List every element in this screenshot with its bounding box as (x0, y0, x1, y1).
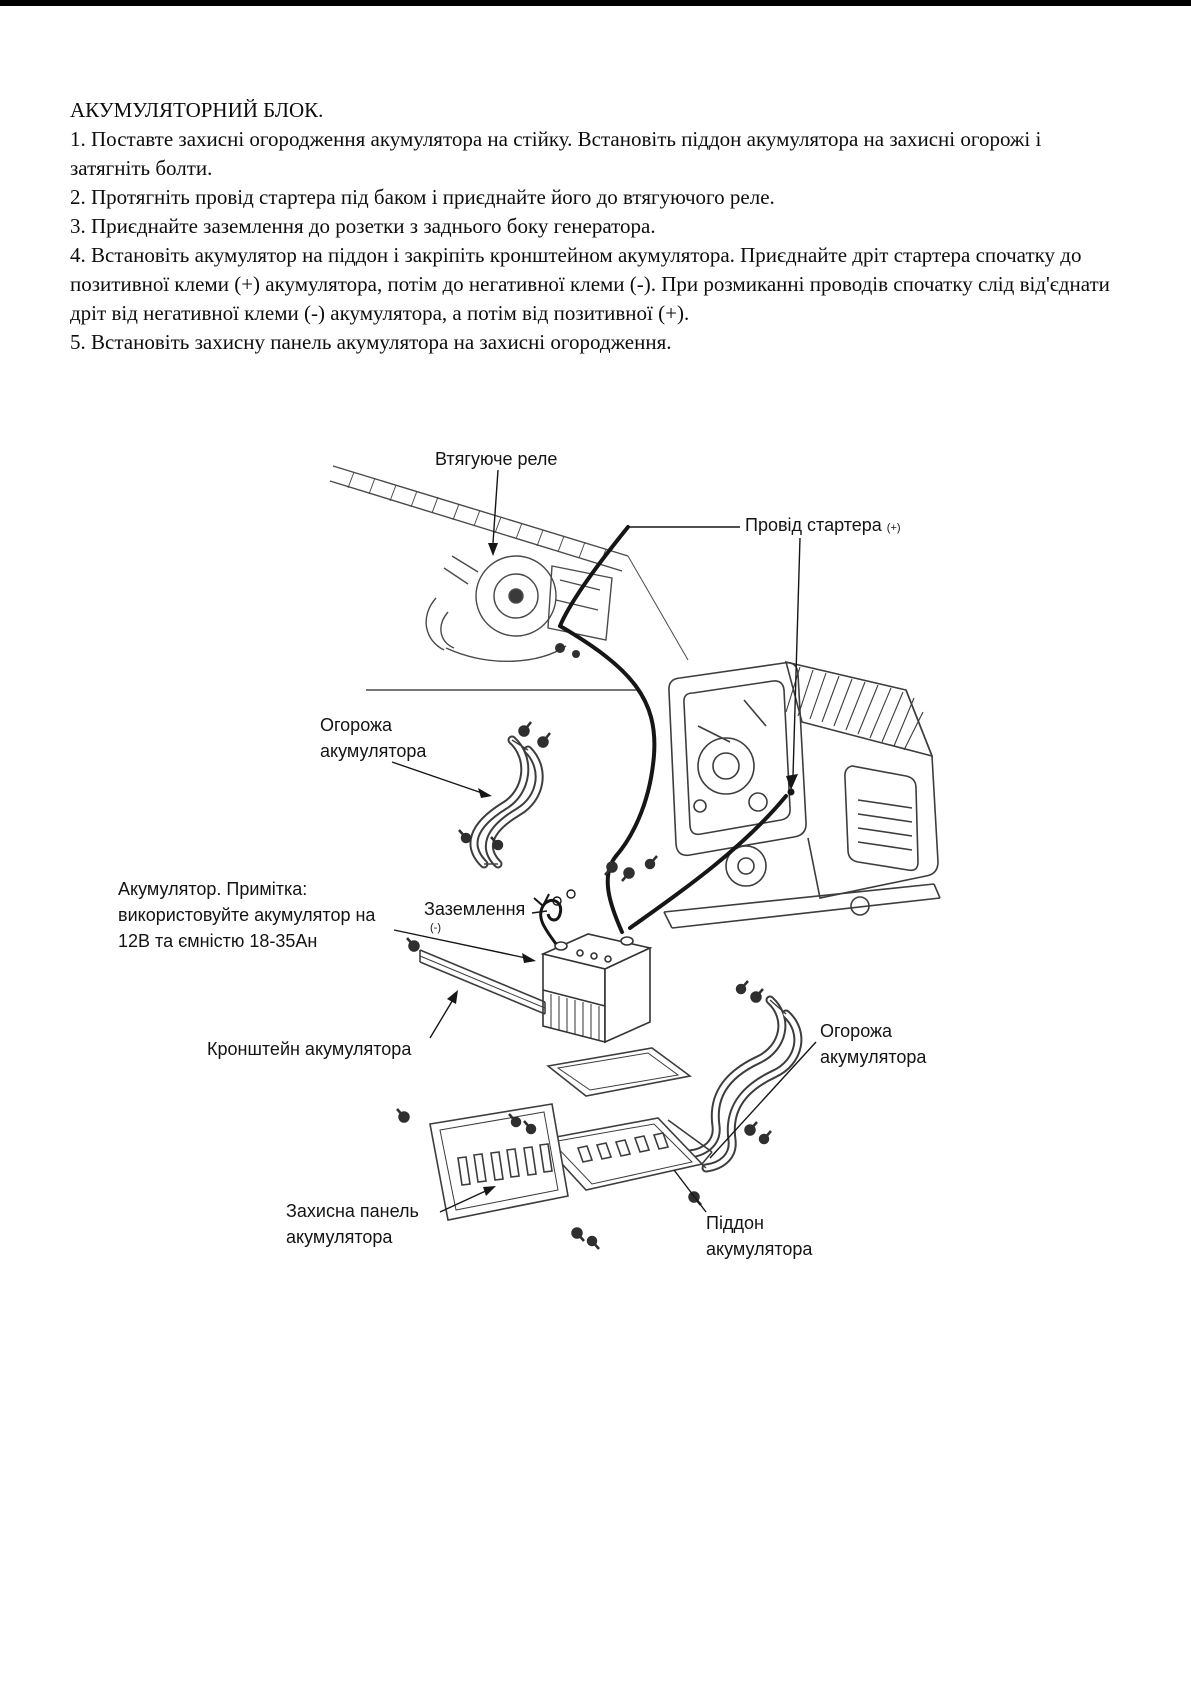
label-ground-polarity: (-) (430, 922, 441, 934)
label-starter-wire-polarity: (+) (886, 522, 901, 534)
battery-tray-sketch (540, 1048, 712, 1190)
leader-lines (392, 470, 816, 1212)
engine-underside-sketch (330, 466, 688, 690)
instruction-step-5: 5. Встановіть захисну панель акумулятора на захисні огородження. (70, 330, 672, 354)
ground-wire-sketch (534, 890, 575, 944)
starter-wire-sketch (560, 527, 795, 932)
label-relay: Втягуюче реле (435, 449, 558, 469)
instruction-step-2: 2. Протягніть провід стартера під баком і приєднайте його до втягуючого реле. (70, 185, 775, 209)
label-battery-note: Акумулятор. Примітка: використовуйте акумулятор на 12В та ємністю 18-35Ан (118, 879, 376, 951)
label-ground: Заземлення (-) (424, 899, 526, 934)
battery-sketch (543, 934, 650, 1042)
guard-right-sketch (690, 1000, 798, 1168)
label-panel: Захисна панель акумулятора (286, 1201, 419, 1247)
page-title: АКУМУЛЯТОРНИЙ БЛОК. (70, 98, 324, 122)
protective-panel-sketch (430, 1104, 568, 1220)
instruction-step-4: 4. Встановіть акумулятор на піддон і закріпіть кронштейном акумулятора. Приєднайте дріт стартера спочатку до позитивної клеми (+) акумулятора, потім до негативної клеми (-). При розмиканні проводів спочатку слід від'єднати дріт від негативної клеми (-) акумулятора, а потім від позитивної (+). (70, 243, 1110, 325)
label-tray: Піддон акумулятора (706, 1213, 813, 1259)
label-starter-wire: Провід стартера (+) (745, 515, 901, 535)
label-guard-right: Огорожа акумулятора (820, 1021, 927, 1067)
instruction-step-3: 3. Приєднайте заземлення до розетки з заднього боку генератора. (70, 214, 656, 238)
guard-left-sketch (474, 740, 539, 864)
generator-sketch (664, 662, 940, 928)
label-guard-left: Огорожа акумулятора (320, 715, 427, 761)
label-bracket: Кронштейн акумулятора (207, 1039, 412, 1059)
instruction-step-1: 1. Поставте захисні огородження акумулятора на стійку. Встановіть піддон акумулятора на захисні огорожі і затягніть болти. (70, 127, 1042, 180)
